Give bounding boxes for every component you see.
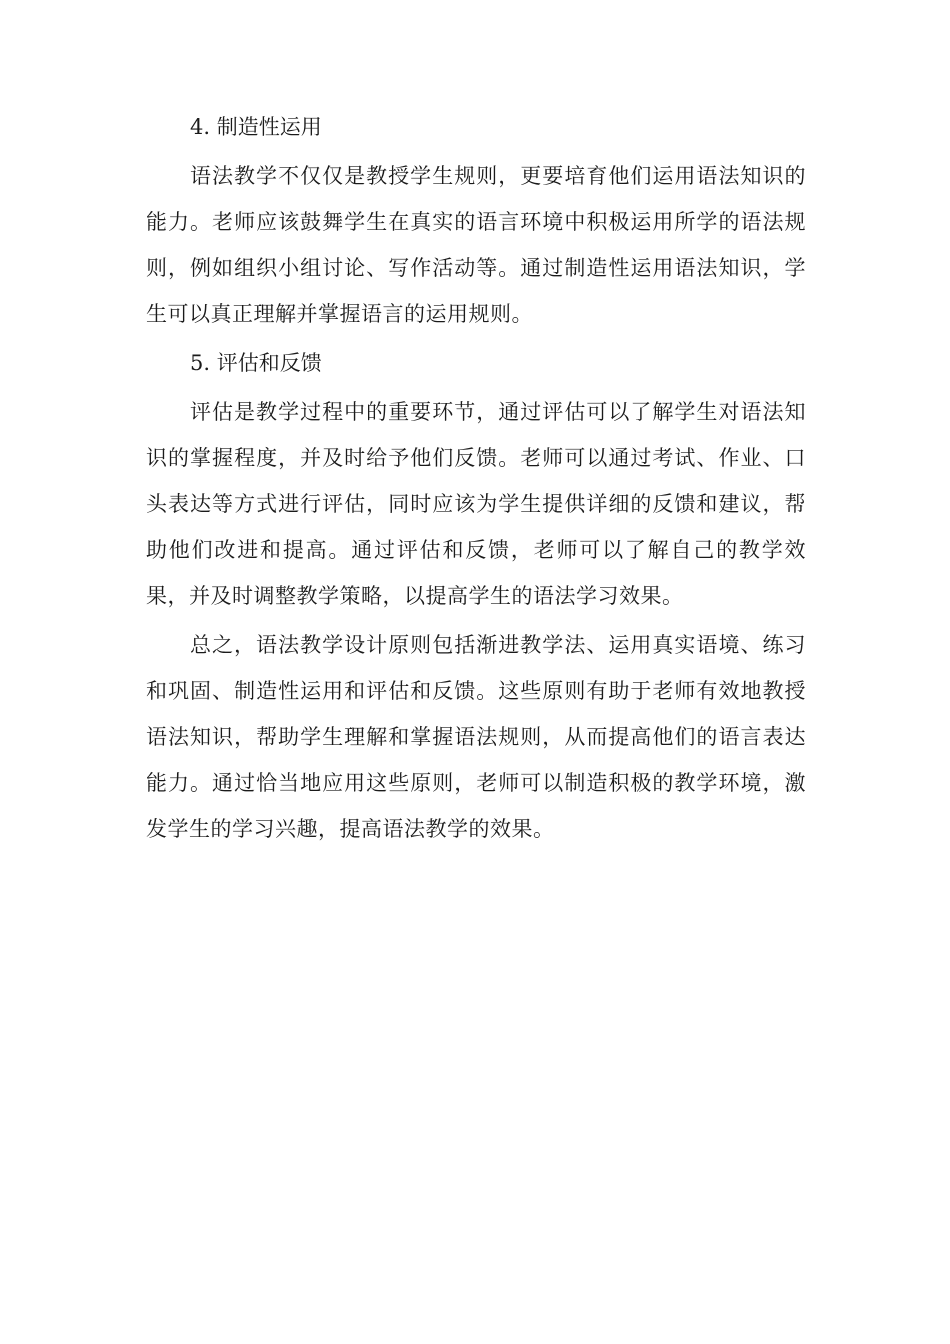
section-heading-evaluation-feedback: 5. 评估和反馈 (190, 351, 322, 375)
section-heading-creative-use: 4. 制造性运用 (190, 115, 322, 139)
section-paragraph-creative-use: 语法教学不仅仅是教授学生规则，更要培育他们运用语法知识的能力。老师应该鼓舞学生在真实的语言环境中积极运用所学的语法规则，例如组织小组讨论、写作活动等。通过制造性运用语法知识，学生可以真正理解并掌握语言的运用规则。 (146, 164, 806, 326)
document-body (146, 104, 806, 852)
conclusion-paragraph: 总之，语法教学设计原则包括渐进教学法、运用真实语境、练习和巩固、制造性运用和评估和反馈。这些原则有助于老师有效地教授语法知识，帮助学生理解和掌握语法规则，从而提高他们的语言表达能力。通过恰当地应用这些原则，老师可以制造积极的教学环境，激发学生的学习兴趣，提高语法教学的效果。 (146, 633, 806, 841)
section-paragraph-evaluation-feedback: 评估是教学过程中的重要环节，通过评估可以了解学生对语法知识的掌握程度，并及时给予他们反馈。老师可以通过考试、作业、口头表达等方式进行评估，同时应该为学生提供详细的反馈和建议，帮助他们改进和提高。通过评估和反馈，老师可以了解自己的教学效果，并及时调整教学策略，以提高学生的语法学习效果。 (146, 400, 806, 608)
